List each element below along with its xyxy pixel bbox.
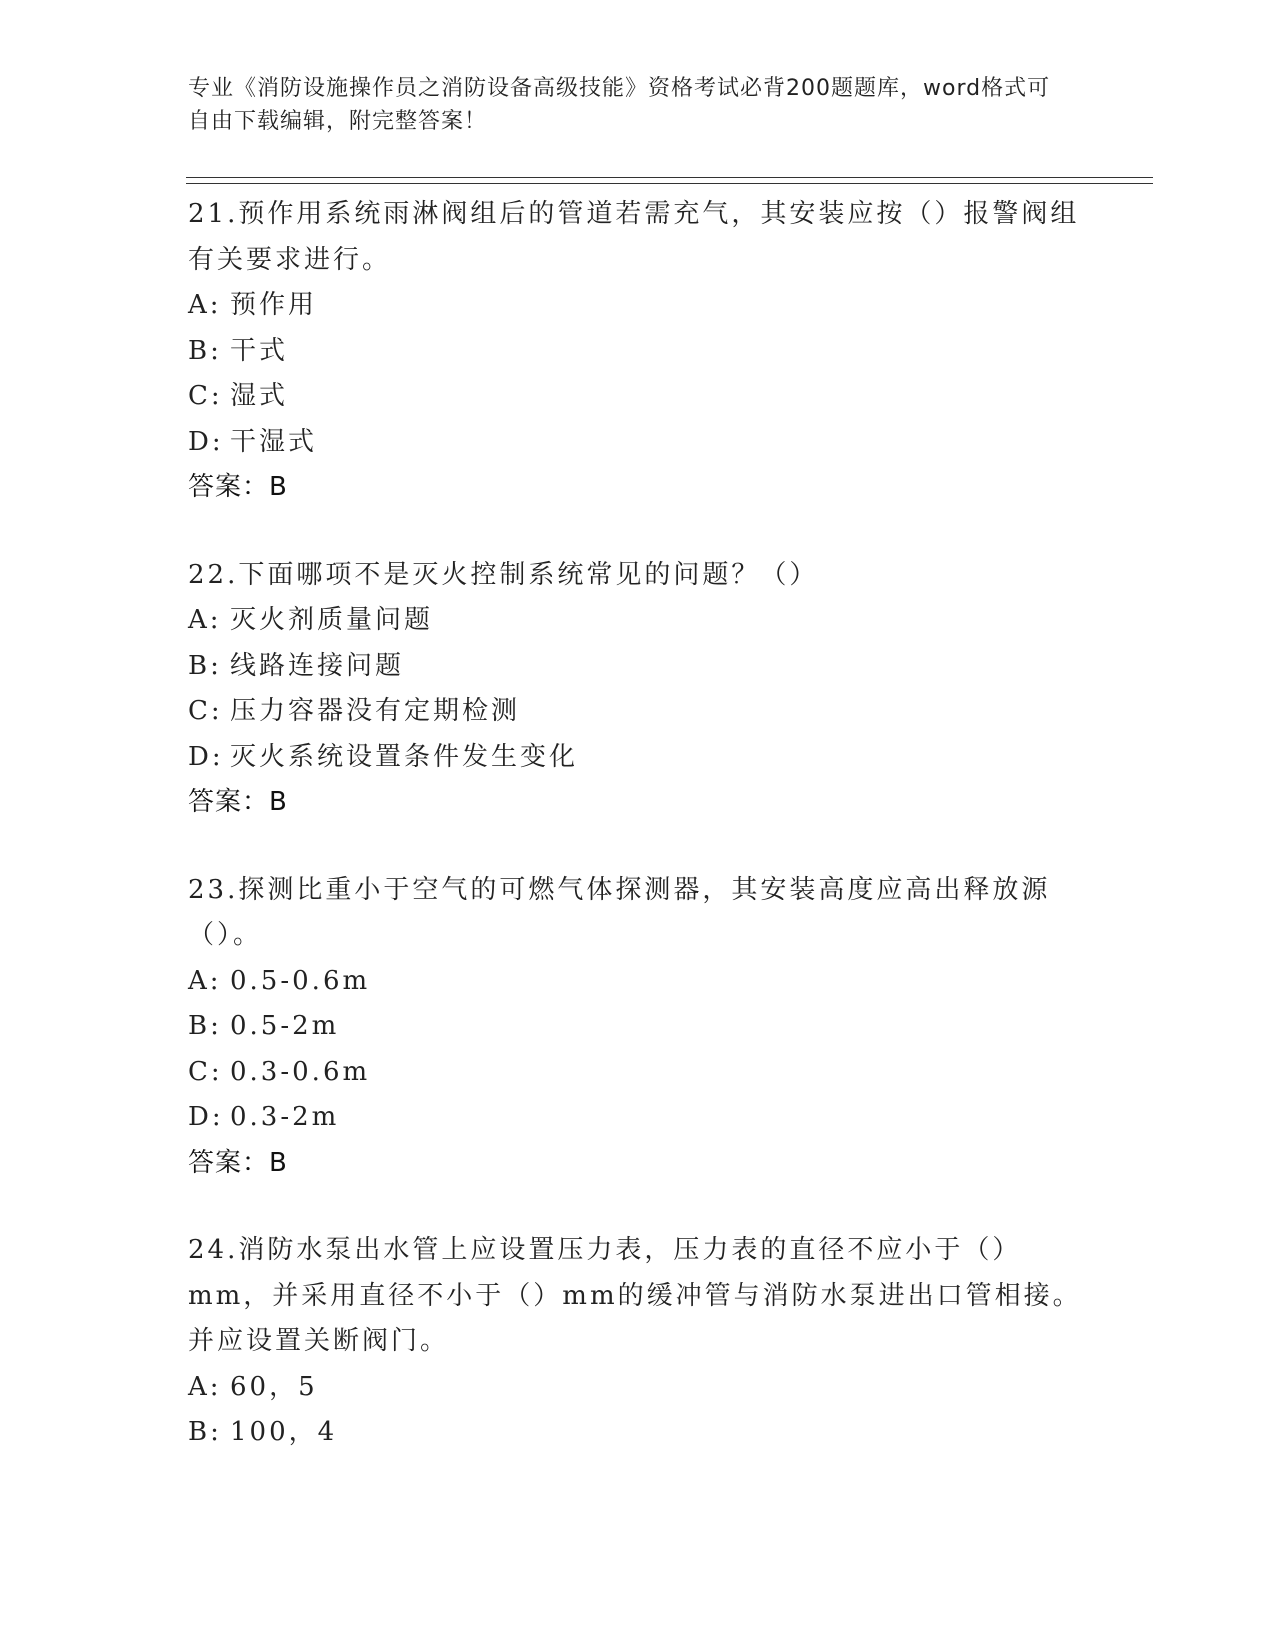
option-a [188, 1365, 1088, 1411]
option-a [188, 598, 1088, 644]
option-text: 压力容器没有定期检测 [230, 696, 521, 726]
option-letter: D: [188, 1102, 224, 1132]
option-b [188, 1410, 1088, 1456]
option-letter: B: [188, 650, 222, 681]
question-stem: 24.消防水泵出水管上应设置压力表，压力表的直径不应小于（）mm，并采用直径不小于（）mm的缓冲管与消防水泵进出口管相接。并应设置关断阀门。 [188, 1235, 1082, 1356]
question-22 [188, 553, 1088, 826]
option-c [188, 689, 1088, 735]
option-letter: A: [188, 1371, 222, 1402]
option-text: 60，5 [230, 1371, 318, 1402]
option-text: 预作用 [230, 290, 318, 320]
answer-line: 答案：B [188, 787, 288, 817]
option-b [188, 1004, 1088, 1050]
option-letter: A: [188, 605, 222, 635]
answer-line: 答案：B [188, 1147, 288, 1178]
option-text: 灭火系统设置条件发生变化 [230, 741, 579, 772]
option-text: 0.3-2m [230, 1102, 340, 1132]
question-list [188, 192, 1088, 1498]
option-letter: B: [188, 1417, 222, 1447]
option-d [188, 735, 1088, 781]
option-letter: C: [188, 1056, 223, 1087]
question-stem: 23.探测比重小于空气的可燃气体探测器，其安装高度应高出释放源（）。 [188, 874, 1051, 950]
option-b [188, 329, 1088, 375]
option-letter: A: [188, 290, 222, 320]
question-stem: 21.预作用系统雨淋阀组后的管道若需充气，其安装应按（）报警阀组有关要求进行。 [188, 199, 1080, 275]
question-24 [188, 1228, 1088, 1456]
option-c [188, 1050, 1088, 1096]
option-d [188, 420, 1088, 466]
document-header: 专业《消防设施操作员之消防设备高级技能》资格考试必背200题题库，word格式可自由下载编辑，附完整答案！ [188, 76, 1051, 134]
header-rule-top [186, 177, 1153, 178]
option-a [188, 959, 1088, 1005]
option-text: 0.5-0.6m [230, 965, 371, 996]
option-c [188, 374, 1088, 420]
option-text: 灭火剂质量问题 [230, 605, 434, 635]
option-d [188, 1095, 1088, 1141]
option-b [188, 644, 1088, 690]
option-text: 100，4 [230, 1417, 338, 1447]
option-text: 干湿式 [230, 426, 318, 457]
question-21 [188, 192, 1088, 511]
option-letter: B: [188, 1011, 222, 1041]
option-letter: C: [188, 696, 223, 726]
question-23 [188, 868, 1088, 1187]
answer-line: 答案：B [188, 472, 288, 502]
option-text: 干式 [230, 335, 289, 366]
option-letter: B: [188, 335, 222, 366]
option-text: 湿式 [230, 381, 289, 411]
option-text: 0.5-2m [230, 1011, 340, 1041]
option-letter: C: [188, 381, 223, 411]
option-letter: D: [188, 426, 224, 457]
option-letter: D: [188, 741, 224, 772]
option-a [188, 283, 1088, 329]
option-text: 0.3-0.6m [230, 1056, 371, 1087]
header-rule-bottom [186, 183, 1153, 184]
option-letter: A: [188, 965, 222, 996]
option-text: 线路连接问题 [230, 650, 405, 681]
question-stem: 22.下面哪项不是灭火控制系统常见的问题？（） [188, 559, 819, 590]
